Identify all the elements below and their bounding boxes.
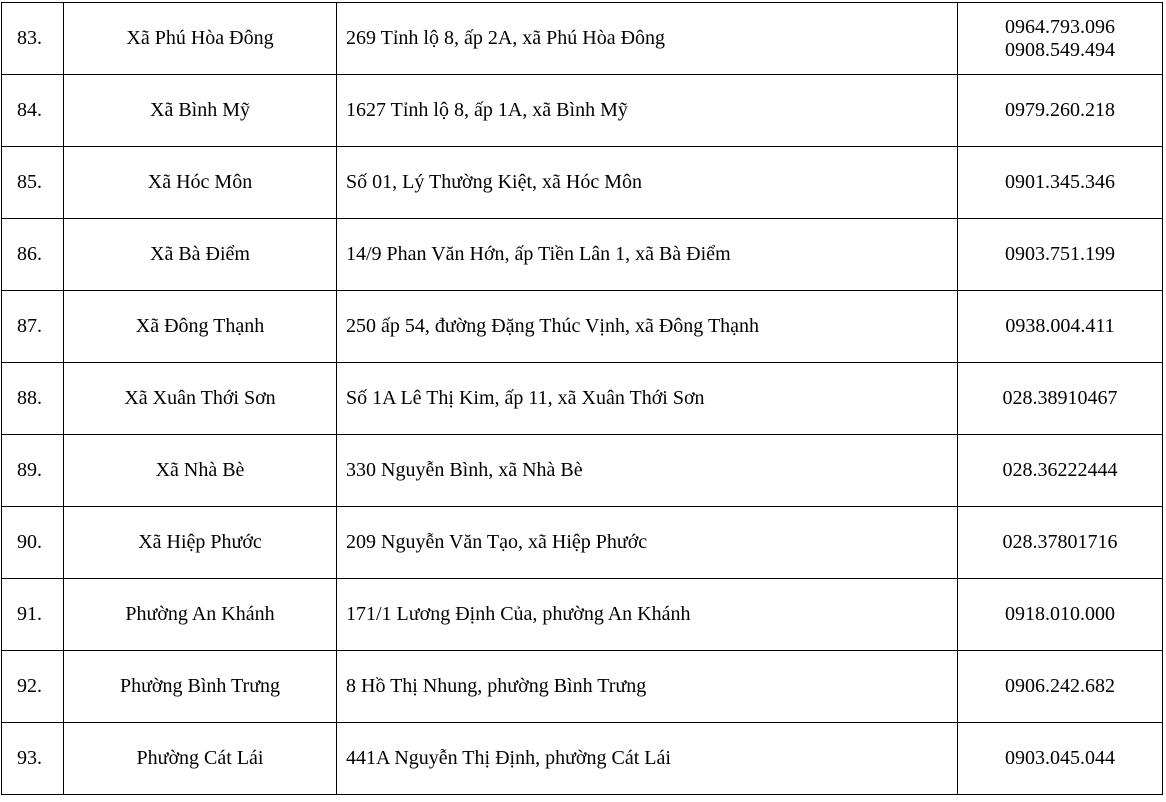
phone-number: 0918.010.000 — [1005, 603, 1115, 625]
table-body — [2, 3, 1163, 795]
ward-name: Phường An Khánh — [64, 579, 337, 651]
ward-name: Phường Bình Trưng — [64, 651, 337, 723]
table-row — [2, 363, 1163, 435]
table-row — [2, 651, 1163, 723]
table-row — [2, 147, 1163, 219]
address: 209 Nguyễn Văn Tạo, xã Hiệp Phước — [337, 507, 958, 579]
row-number: 86. — [2, 219, 64, 291]
table-row — [2, 723, 1163, 795]
row-number: 93. — [2, 723, 64, 795]
phone-number: 028.38910467 — [1002, 387, 1118, 409]
phone-cell — [958, 3, 1163, 75]
row-number: 90. — [2, 507, 64, 579]
row-number: 92. — [2, 651, 64, 723]
ward-name: Xã Phú Hòa Đông — [64, 3, 337, 75]
table-row — [2, 507, 1163, 579]
address: 171/1 Lương Định Của, phường An Khánh — [337, 579, 958, 651]
address: 269 Tỉnh lộ 8, ấp 2A, xã Phú Hòa Đông — [337, 3, 958, 75]
phone-cell — [958, 651, 1163, 723]
phone-number: 0938.004.411 — [1005, 315, 1115, 337]
phone-cell — [958, 291, 1163, 363]
ward-name: Xã Hóc Môn — [64, 147, 337, 219]
phone-cell — [958, 363, 1163, 435]
address: 250 ấp 54, đường Đặng Thúc Vịnh, xã Đông Thạnh — [337, 291, 958, 363]
ward-name: Xã Xuân Thới Sơn — [64, 363, 337, 435]
phone-number: 0964.793.096 — [1005, 15, 1115, 38]
table-row — [2, 435, 1163, 507]
phone-number: 0903.045.044 — [1005, 747, 1115, 769]
phone-number: 028.37801716 — [1002, 531, 1118, 553]
address: 441A Nguyễn Thị Định, phường Cát Lái — [337, 723, 958, 795]
table-row — [2, 219, 1163, 291]
address: 330 Nguyễn Bình, xã Nhà Bè — [337, 435, 958, 507]
phone-number: 0906.242.682 — [1005, 675, 1115, 697]
address: Số 1A Lê Thị Kim, ấp 11, xã Xuân Thới Sơn — [337, 363, 958, 435]
row-number: 85. — [2, 147, 64, 219]
row-number: 89. — [2, 435, 64, 507]
table-row — [2, 3, 1163, 75]
table-row — [2, 579, 1163, 651]
ward-name: Xã Bình Mỹ — [64, 75, 337, 147]
row-number: 87. — [2, 291, 64, 363]
phone-cell — [958, 579, 1163, 651]
phone-number: 028.36222444 — [1002, 459, 1118, 481]
ward-name: Xã Nhà Bè — [64, 435, 337, 507]
address: Số 01, Lý Thường Kiệt, xã Hóc Môn — [337, 147, 958, 219]
row-number: 83. — [2, 3, 64, 75]
phone-number: 0901.345.346 — [1005, 171, 1115, 193]
ward-name: Xã Đông Thạnh — [64, 291, 337, 363]
contact-table — [1, 2, 1163, 795]
address: 8 Hồ Thị Nhung, phường Bình Trưng — [337, 651, 958, 723]
phone-number: 0903.751.199 — [1005, 243, 1115, 265]
ward-name: Xã Hiệp Phước — [64, 507, 337, 579]
phone-number: 0908.549.494 — [1005, 38, 1115, 61]
phone-cell — [958, 147, 1163, 219]
ward-name: Phường Cát Lái — [64, 723, 337, 795]
row-number: 88. — [2, 363, 64, 435]
ward-name: Xã Bà Điểm — [64, 219, 337, 291]
table-row — [2, 291, 1163, 363]
table-row — [2, 75, 1163, 147]
phone-cell — [958, 75, 1163, 147]
phone-number: 0979.260.218 — [1005, 99, 1115, 121]
address: 14/9 Phan Văn Hớn, ấp Tiền Lân 1, xã Bà Điểm — [337, 219, 958, 291]
row-number: 84. — [2, 75, 64, 147]
phone-cell — [958, 507, 1163, 579]
row-number: 91. — [2, 579, 64, 651]
phone-cell — [958, 435, 1163, 507]
address: 1627 Tỉnh lộ 8, ấp 1A, xã Bình Mỹ — [337, 75, 958, 147]
phone-cell — [958, 219, 1163, 291]
phone-cell — [958, 723, 1163, 795]
